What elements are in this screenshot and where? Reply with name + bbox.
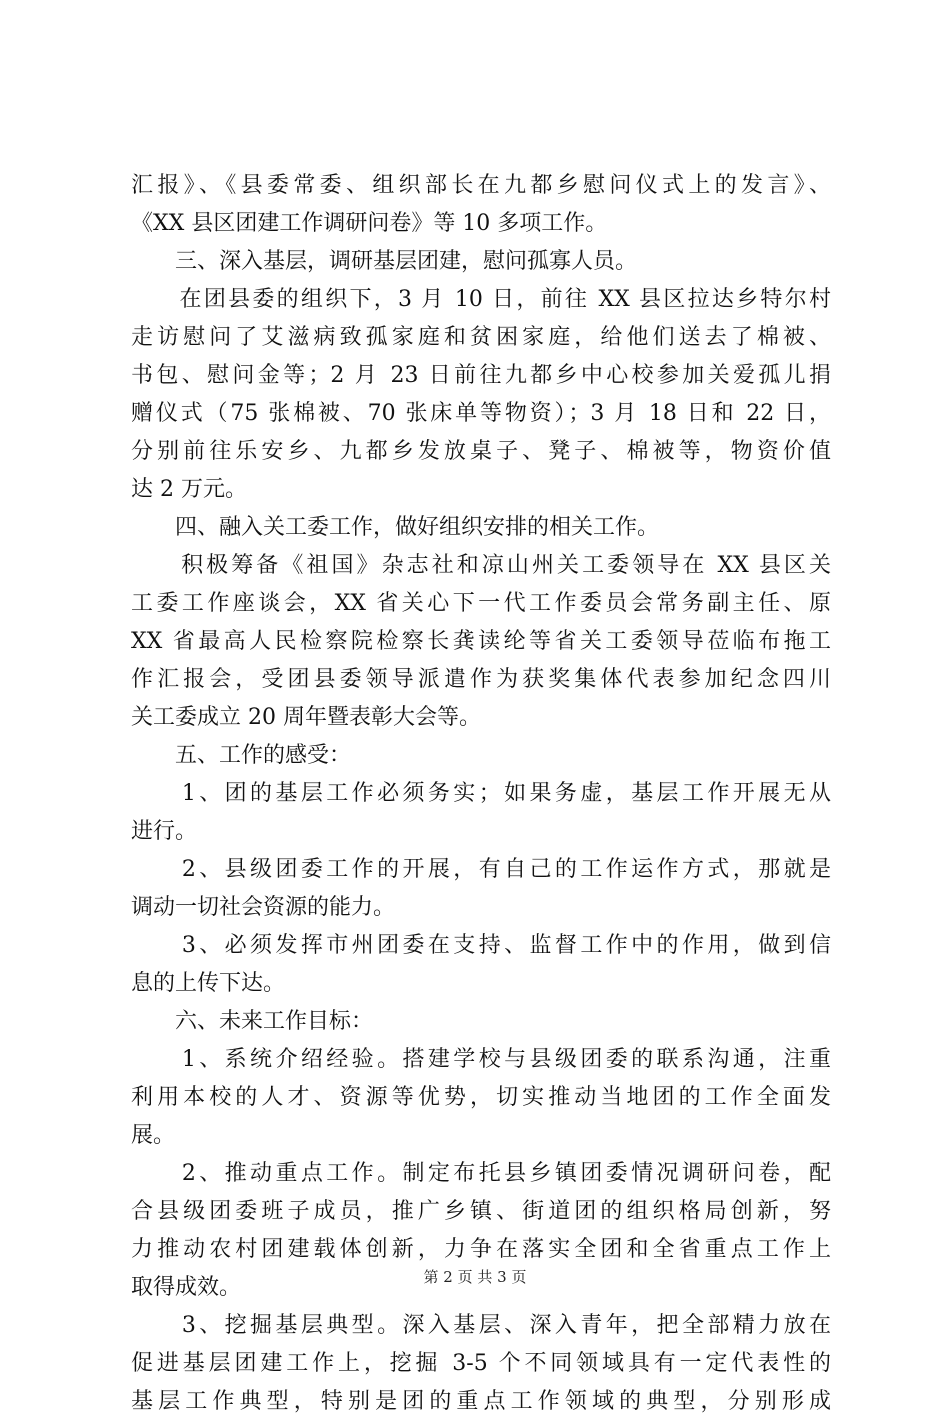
text-line: 四、融入关工委工作，做好组织安排的相关工作。 [131, 515, 660, 540]
text-line: 汇报》、《县委常委、组织部长在九都乡慰问仪式上的发言》、 [131, 173, 831, 198]
text-line: 进行。 [131, 819, 198, 844]
text-line: 关工委成立 20 周年暨表彰大会等。 [131, 705, 481, 730]
text-line: 3、挖掘基层典型。深入基层、深入青年，把全部精力放在 [131, 1313, 831, 1338]
text-line: 3、必须发挥市州团委在支持、监督工作中的作用，做到信 [131, 933, 831, 958]
text-line: 达 2 万元。 [131, 477, 247, 502]
text-line: 基层工作典型，特别是团的重点工作领域的典型，分别形成 [131, 1389, 831, 1414]
text-line: 五、工作的感受： [131, 743, 352, 768]
text-line: 走访慰问了艾滋病致孤家庭和贫困家庭，给他们送去了棉被、 [131, 325, 831, 350]
text-line: 力推动农村团建载体创新，力争在落实全团和全省重点工作上 [131, 1237, 831, 1262]
text-line: 促进基层团建工作上，挖掘 3-5 个不同领域具有一定代表性的 [131, 1351, 831, 1376]
text-line: 作汇报会，受团县委领导派遣作为获奖集体代表参加纪念四川 [131, 667, 831, 692]
text-line: 赠仪式（75 张棉被、70 张床单等物资）；3 月 18 日和 22 日， [131, 401, 831, 426]
text-line: 调动一切社会资源的能力。 [131, 895, 396, 920]
text-line: 书包、慰问金等；2 月 23 日前往九都乡中心校参加关爱孤儿捐 [131, 363, 831, 388]
text-line: 合县级团委班子成员，推广乡镇、街道团的组织格局创新，努 [131, 1199, 831, 1224]
text-line: 2、推动重点工作。制定布托县乡镇团委情况调研问卷，配 [131, 1161, 831, 1186]
text-line: 息的上传下达。 [131, 971, 286, 996]
text-line: 工委工作座谈会，XX 省关心下一代工作委员会常务副主任、原 [131, 591, 831, 616]
text-line: 展。 [131, 1123, 176, 1148]
text-line: 《XX 县区团建工作调研问卷》等 10 多项工作。 [131, 211, 608, 236]
text-line: 取得成效。 [131, 1275, 242, 1300]
text-line: 1、系统介绍经验。搭建学校与县级团委的联系沟通，注重 [131, 1047, 831, 1072]
text-line: 积极筹备《祖国》杂志社和凉山州关工委领导在 XX 县区关 [131, 553, 831, 578]
document-body [131, 172, 831, 1426]
text-line: 1、团的基层工作必须务实；如果务虚，基层工作开展无从 [131, 781, 831, 806]
text-line: 六、未来工作目标： [131, 1009, 374, 1034]
page-number: 第 2 页 共 3 页 [423, 1268, 527, 1286]
text-line: 三、深入基层，调研基层团建，慰问孤寡人员。 [131, 249, 638, 274]
text-line: 利用本校的人才、资源等优势，切实推动当地团的工作全面发 [131, 1085, 831, 1110]
page-footer [0, 1267, 950, 1287]
text-line: 在团县委的组织下，3 月 10 日，前往 XX 县区拉达乡特尔村 [131, 287, 831, 312]
text-line: 2、县级团委工作的开展，有自己的工作运作方式，那就是 [131, 857, 831, 882]
text-line: 分别前往乐安乡、九都乡发放桌子、凳子、棉被等，物资价值 [131, 439, 831, 464]
text-line: XX 省最高人民检察院检察长龚读纶等省关工委领导莅临布拖工 [131, 629, 831, 654]
